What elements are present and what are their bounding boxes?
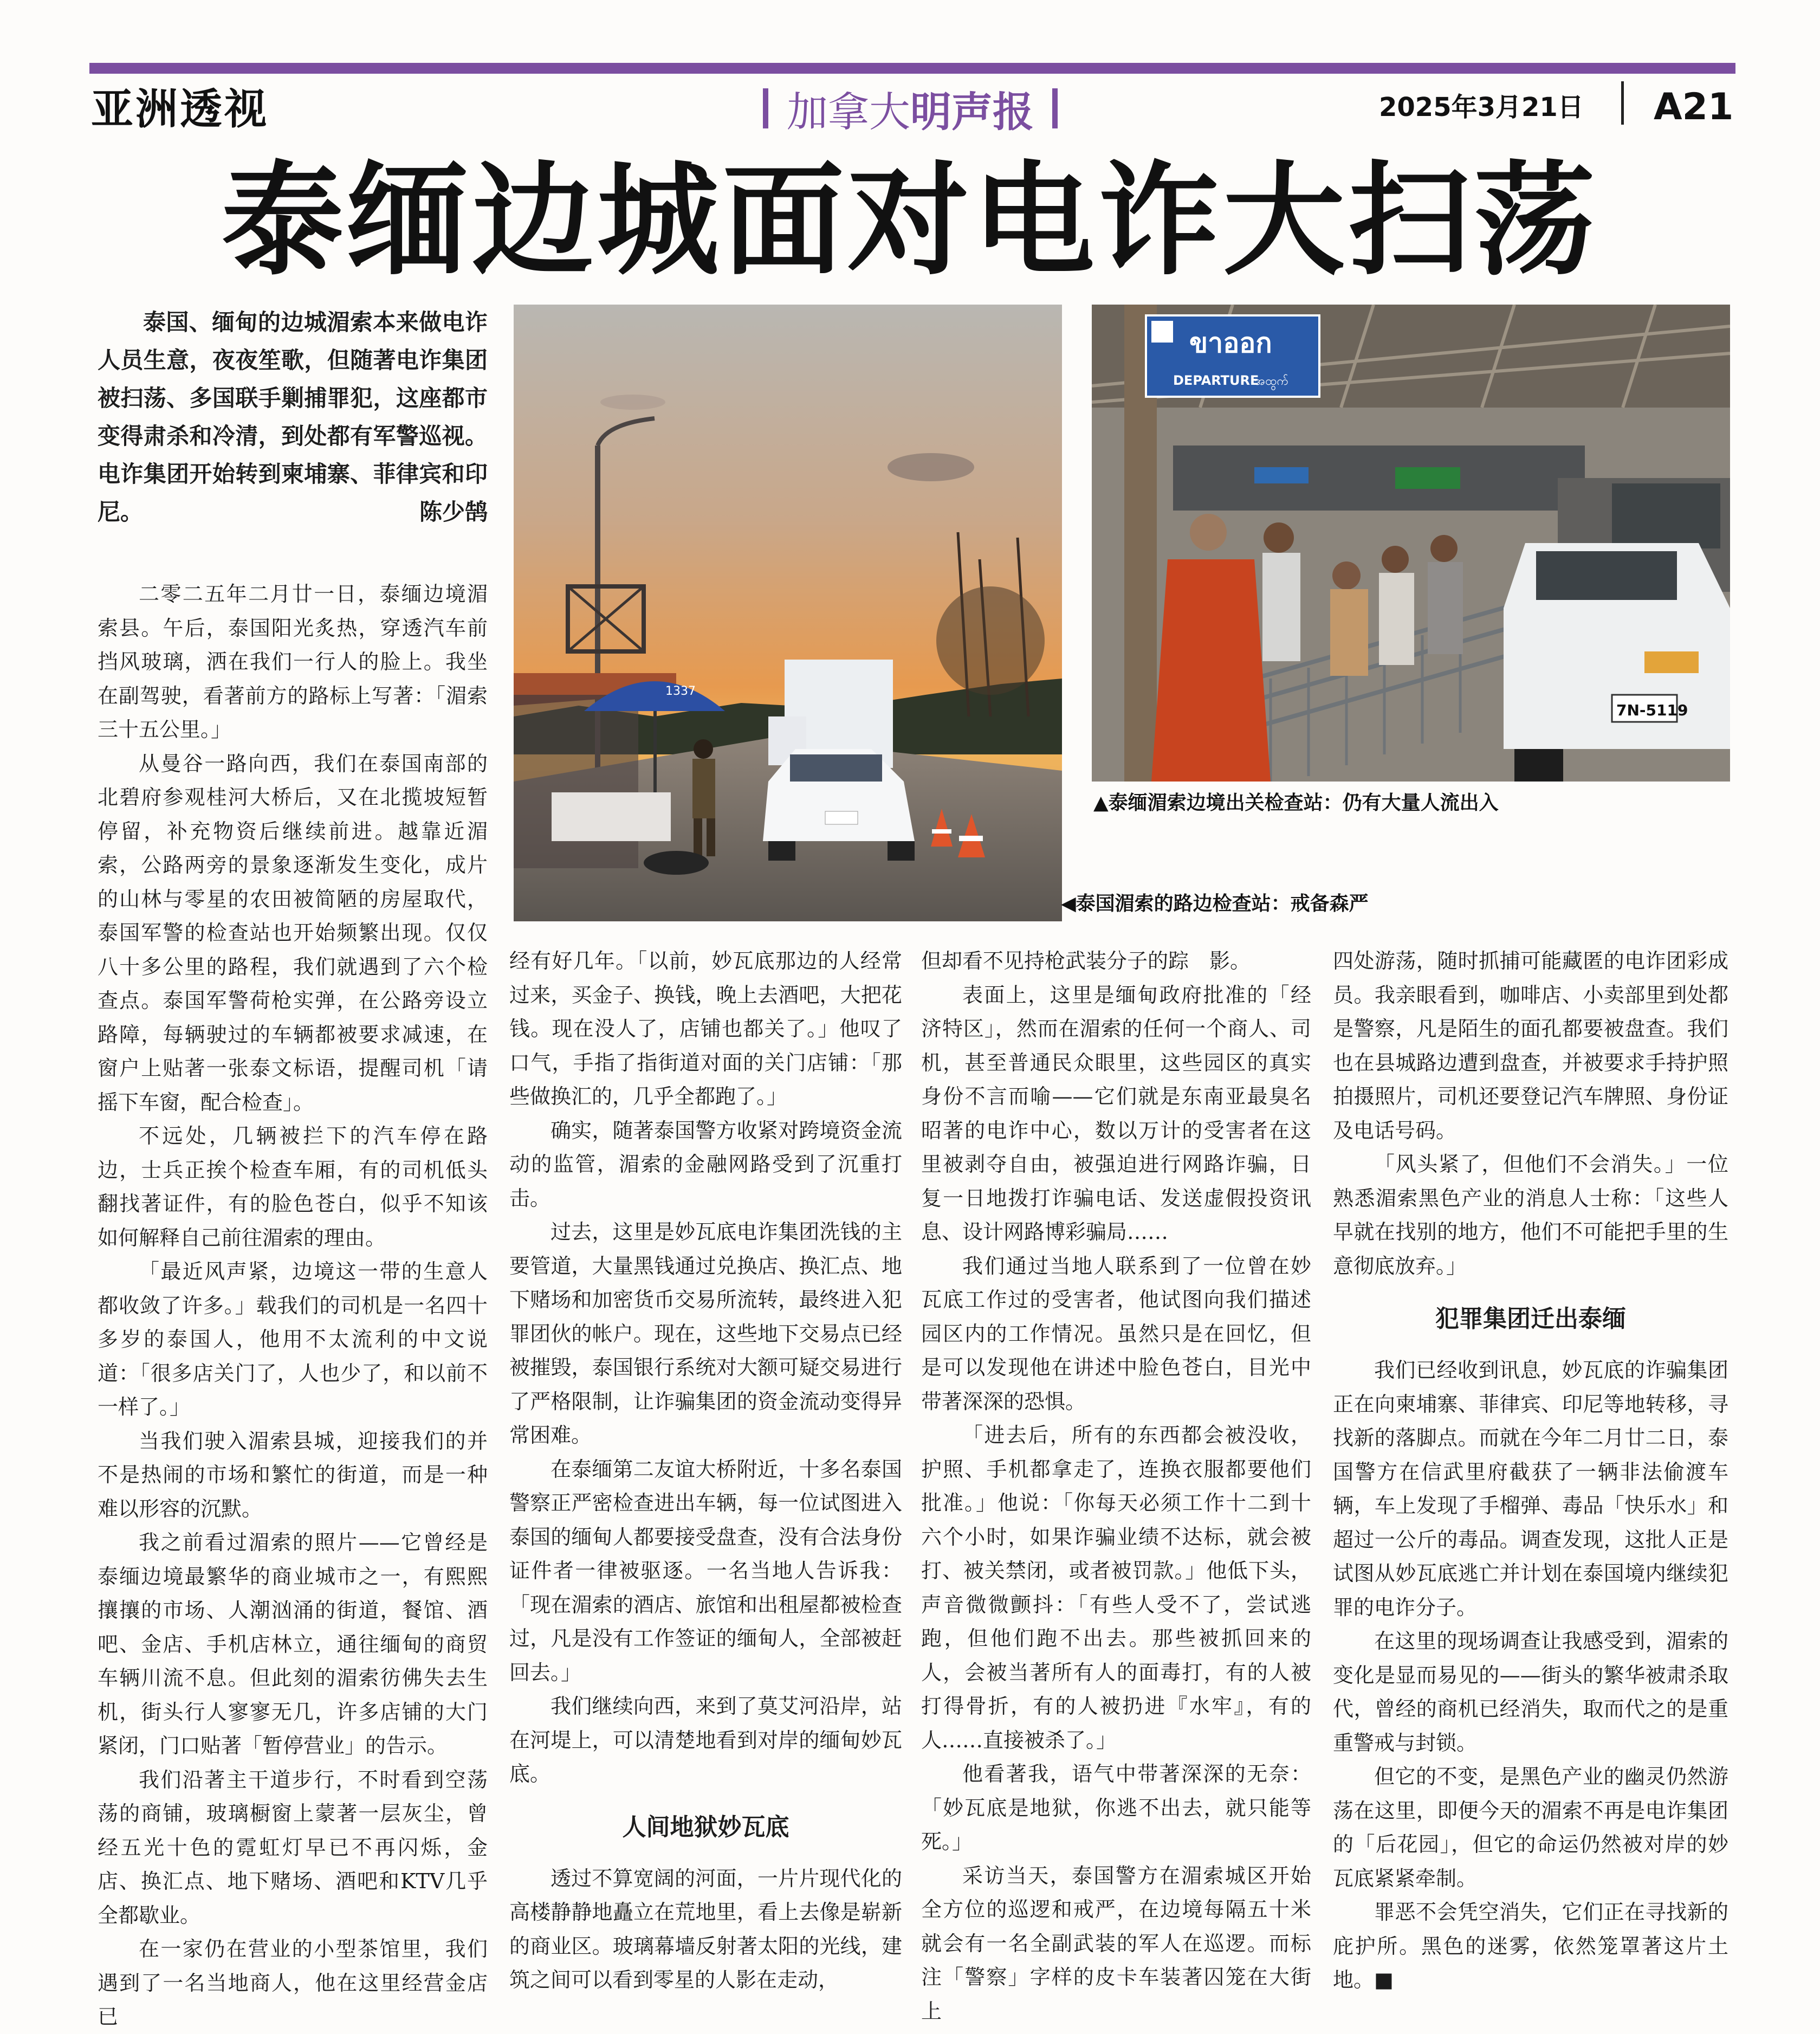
- subhead-hell: 人间地狱妙瓦底: [622, 1813, 789, 1841]
- paragraph: 我们继续向西，来到了莫艾河沿岸，站在河堤上，可以清楚地看到对岸的缅甸妙瓦底。: [509, 1694, 902, 1786]
- license-plate: 7N-5119: [1616, 701, 1688, 719]
- paragraph: 过去，这里是妙瓦底电诈集团洗钱的主要管道，大量黑钱通过兑换店、换汇点、地下赌场和加密货币交易所流转，最终进入犯罪团伙的帐户。现在，这些地下交易点已经被摧毁，泰国银行系统对大额可疑交易进行了严格限制，让诈骗集团的资金流动变得异常困难。: [509, 1220, 902, 1447]
- departure-sign-thai: ขาออก: [1189, 327, 1272, 359]
- article-column-2: [509, 944, 902, 1997]
- paragraph: 二零二五年二月廿一日，泰缅边境湄索县。午后，泰国阳光炙热，穿透汽车前挡风玻璃，洒在我们一行人的脸上。我坐在副驾驶，看著前方的路标上写著：「湄索三十五公里。」: [98, 582, 488, 741]
- subhead-crime-groups: 犯罪集团迁出泰缅: [1435, 1305, 1626, 1333]
- byline: 陈少鹄: [419, 499, 488, 525]
- paragraph: 在泰缅第二友谊大桥附近，十多名泰国警察正严密检查进出车辆，每一位试图进入泰国的缅甸人都要接受盘查，没有合法身份证件者一律被驱逐。一名当地人告诉我：「现在湄索的酒店、旅馆和出租屋都被检查过，凡是没有工作签证的缅甸人，全部被赶回去。」: [509, 1457, 902, 1684]
- section-title: 亚洲透视: [91, 85, 269, 134]
- masthead-bar-right: [1052, 88, 1058, 128]
- masthead-bar-left: [763, 88, 768, 128]
- photo-roadside-checkpoint: [514, 305, 1062, 921]
- headline: 泰缅边城面对电诈大扫荡: [222, 150, 1598, 292]
- paragraph: 我们通过当地人联系到了一位曾在妙瓦底工作过的受害者，他试图向我们描述园区内的工作情况。虽然只是在回忆，但是可以发现他在讲述中脸色苍白，目光中带著深深的恐惧。: [921, 1254, 1311, 1413]
- umbrella-number: 1337: [665, 685, 696, 698]
- paragraph: 我之前看过湄索的照片——它曾经是泰缅边境最繁华的商业城市之一，有熙熙攘攘的市场、人潮汹涌的街道，餐馆、酒吧、金店、手机店林立，通往缅甸的商贸车辆川流不息。但此刻的湄索彷佛失去生机，街头行人寥寥无几，许多店铺的大门紧闭，门口贴著「暂停营业」的告示。: [98, 1531, 488, 1758]
- paragraph: 表面上，这里是缅甸政府批准的「经济特区」，然而在湄索的任何一个商人、司机，甚至普通民众眼里，这些园区的真实身份不言而喻——它们就是东南亚最臭名昭著的电诈中心，数以万计的受害者在这里被剥夺自由，被强迫进行网路诈骗，日复一日地拨打诈骗电话、发送虚假投资讯息、设计网路博彩骗局……: [921, 983, 1311, 1244]
- paragraph: 采访当天，泰国警方在湄索城区开始全方位的巡逻和戒严，在边境每隔五十米就会有一名全副武装的军人在巡逻。而标注「警察」字样的皮卡车装著囚笼在大街上: [921, 1863, 1311, 2023]
- paragraph: 罪恶不会凭空消失，它们正在寻找新的庇护所。黑色的迷雾，依然笼罩著这片土地。■: [1333, 1900, 1728, 1992]
- paragraph: 不远处，几辆被拦下的汽车停在路边，士兵正挨个检查车厢，有的司机低头翻找著证件，有的脸色苍白，似乎不知该如何解释自己前往湄索的理由。: [98, 1124, 488, 1250]
- lead-text: 泰国、缅甸的边城湄索本来做电诈人员生意，夜夜笙歌，但随著电诈集团被扫荡、多国联手剿捕罪犯，这座都市变得肃杀和冷清，到处都有军警巡视。电诈集团开始转到柬埔寨、菲律宾和印尼。: [98, 309, 488, 525]
- paragraph: 但却看不见持枪武装分子的踪 影。: [921, 949, 1251, 973]
- border-exit-illustration: [1092, 305, 1730, 782]
- photo-border-exit: [1092, 305, 1730, 782]
- paragraph: 从曼谷一路向西，我们在泰国南部的北碧府参观桂河大桥后，又在北揽坡短暂停留，补充物资后继续前进。越靠近湄索，公路两旁的景象逐渐发生变化，成片的山林与零星的农田被简陋的房屋取代，泰国军警的检查站也开始频繁出现。仅仅八十多公里的路程，我们就遇到了六个检查点。泰国军警荷枪实弹，在公路旁设立路障，每辆驶过的车辆都被要求减速，在窗户上贴著一张泰文标语，提醒司机「请摇下车窗，配合检查」。: [98, 751, 488, 1114]
- article-column-4: [1333, 944, 1728, 1997]
- paragraph: 「风头紧了，但他们不会消失。」一位熟悉湄索黑色产业的消息人士称：「这些人早就在找别的地方，他们不可能把手里的生意彻底放弃。」: [1333, 1152, 1728, 1278]
- paragraph: 他看著我，语气中带著深深的无奈：「妙瓦底是地狱，你逃不出去，就只能等死。」: [921, 1762, 1311, 1854]
- lead-paragraph: [98, 304, 488, 531]
- paragraph: 我们已经收到讯息，妙瓦底的诈骗集团正在向柬埔寨、菲律宾、印尼等地转移，寻找新的落脚点。而就在今年二月廿二日，泰国警方在信武里府截获了一辆非法偷渡车辆，车上发现了手榴弹、毒品「快乐水」和超过一公斤的毒品。调查发现，这批人正是试图从妙瓦底逃亡并计划在泰国境内继续犯罪的电诈分子。: [1333, 1358, 1728, 1619]
- paragraph: 四处游荡，随时抓捕可能藏匿的电诈团彩成员。我亲眼看到，咖啡店、小卖部里到处都是警察，凡是陌生的面孔都要被盘查。我们也在县城路边遭到盘查，并被要求手持护照拍摄照片，司机还要登记汽车牌照、身份证及电话号码。: [1333, 949, 1728, 1142]
- paragraph: 「最近风声紧，边境这一带的生意人都收敛了许多。」载我们的司机是一名四十多岁的泰国人，他用不太流利的中文说道：「很多店关门了，人也少了，和以前不一样了。」: [98, 1260, 488, 1419]
- article-column-3: [921, 944, 1311, 2028]
- caption-roadside-checkpoint: ◀泰国湄索的路边检查站：戒备森严: [1061, 893, 1369, 915]
- header-divider: [1621, 81, 1624, 125]
- paragraph: 我们沿著主干道步行，不时看到空荡荡的商铺，玻璃橱窗上蒙著一层灰尘，曾经五光十色的霓虹灯早已不再闪烁，金店、换汇点、地下赌场、酒吧和KTV几乎全都歇业。: [98, 1767, 488, 1927]
- header-rule: [89, 63, 1735, 74]
- paragraph: 在一家仍在营业的小型茶馆里，我们遇到了一名当地商人，他在这里经营金店已: [98, 1937, 488, 2029]
- paragraph: 确实，随著泰国警方收紧对跨境资金流动的监管，湄索的金融网路受到了沉重打击。: [509, 1118, 902, 1210]
- paragraph: 「进去后，所有的东西都会被没收，护照、手机都拿走了，连换衣服都要他们批准。」他说：「你每天必须工作十二到十六个小时，如果诈骗业绩不达标，就会被打、被关禁闭，或者被罚款。」他低下头，声音微微颤抖：「有些人受不了，尝试逃跑，但他们跑不出去。那些被抓回来的人，会被当著所有人的面毒打，有的人被打得骨折，有的人被扔进『水牢』，有的人……直接被杀了。」: [921, 1423, 1311, 1752]
- page-number: A21: [1654, 86, 1734, 128]
- paragraph: 经有好几年。「以前，妙瓦底那边的人经常过来，买金子、换钱，晚上去酒吧，大把花钱。现在没人了，店铺也都关了。」他叹了口气，手指了指街道对面的关门店铺：「那些做换汇的，几乎全都跑了。」: [509, 949, 902, 1108]
- masthead-prefix: 加拿大: [787, 87, 910, 136]
- caption-border-exit: ▲泰缅湄索边境出关检查站：仍有大量人流出入: [1093, 792, 1499, 814]
- roadside-checkpoint-illustration: [514, 305, 1062, 921]
- paragraph: 但它的不变，是黑色产业的幽灵仍然游荡在这里，即便今天的湄索不再是电诈集团的「后花园」，但它的命运仍然被对岸的妙瓦底紧紧牵制。: [1333, 1765, 1728, 1890]
- departure-sign-burmese: အထွက်: [1254, 374, 1288, 388]
- paragraph: 透过不算宽阔的河面，一片片现代化的高楼静静地矗立在荒地里，看上去像是崭新的商业区。玻璃幕墙反射著太阳的光线，建筑之间可以看到零星的人影在走动，: [509, 1866, 902, 1992]
- masthead: [742, 81, 1078, 135]
- issue-date: 2025年3月21日: [1379, 92, 1584, 122]
- paragraph: 在这里的现场调查让我感受到，湄索的变化是显而易见的——街头的繁华被肃杀取代，曾经的商机已经消失，取而代之的是重重警戒与封锁。: [1333, 1629, 1728, 1755]
- departure-sign-label: DEPARTURE: [1173, 373, 1259, 388]
- article-column-1: [98, 577, 488, 2034]
- paragraph: 当我们驶入湄索县城，迎接我们的并不是热闹的市场和繁忙的街道，而是一种难以形容的沉默。: [98, 1429, 488, 1521]
- masthead-name: 明声报: [910, 87, 1034, 136]
